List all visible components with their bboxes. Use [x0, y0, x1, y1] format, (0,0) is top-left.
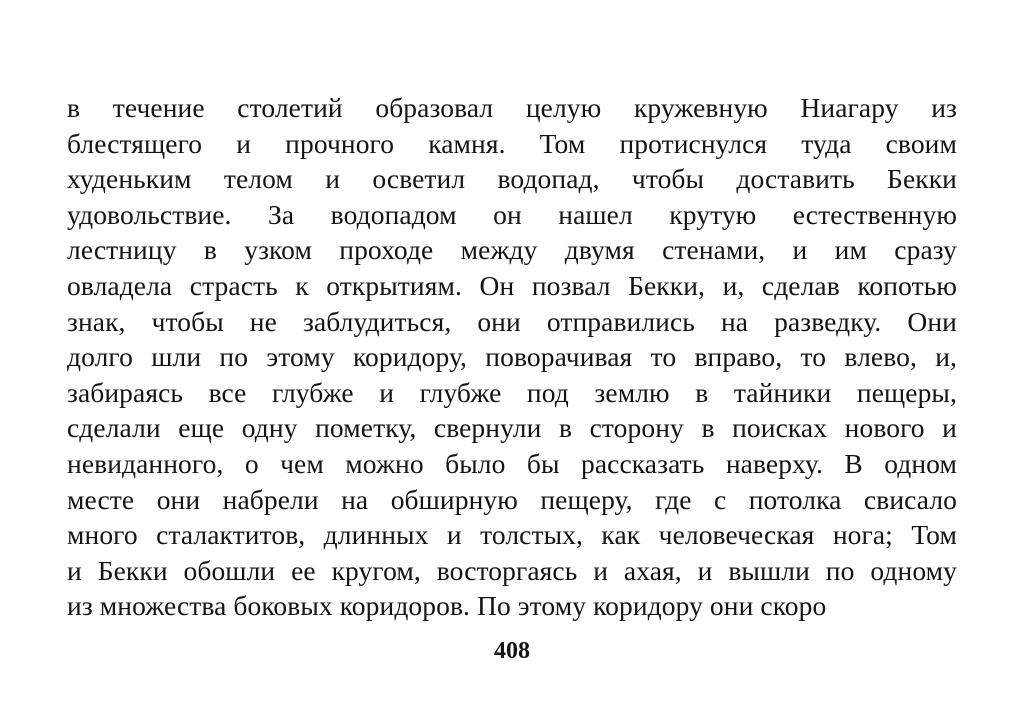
- text-line: забираясь все глубже и глубже под землю в тайники пещеры,: [67, 376, 957, 408]
- body-text: [67, 90, 957, 624]
- text-line: и Бекки обошли ее кругом, восторгаясь и ахая, и вышли по одному: [67, 554, 957, 586]
- text-line: удовольствие. За водопадом он нашел крутую естественную: [67, 198, 957, 230]
- text-line: лестницу в узком проходе между двумя стенами, и им сразу: [67, 234, 957, 266]
- text-line: блестящего и прочного камня. Том протиснулся туда своим: [67, 127, 957, 159]
- text-line: много сталактитов, длинных и толстых, как человеческая нога; Том: [67, 519, 957, 551]
- page-number: 408: [494, 638, 530, 664]
- text-line: знак, чтобы не заблудиться, они отправились на разведку. Они: [67, 305, 957, 337]
- text-line: из множества боковых коридоров. По этому коридору они скоро: [67, 590, 827, 622]
- text-line: худеньким телом и осветил водопад, чтобы доставить Бекки: [67, 163, 957, 195]
- text-line: невиданного, о чем можно было бы рассказать наверху. В одном: [67, 447, 957, 479]
- text-line: сделали еще одну пометку, свернули в сторону в поисках нового и: [67, 412, 957, 444]
- text-line: овладела страсть к открытиям. Он позвал Бекки, и, сделав копотью: [67, 269, 957, 301]
- text-line: долго шли по этому коридору, поворачивая то вправо, то влево, и,: [67, 341, 957, 373]
- text-line: в течение столетий образовал целую кружевную Ниагару из: [67, 92, 957, 123]
- text-line: месте они набрели на обширную пещеру, где с потолка свисало: [67, 483, 957, 515]
